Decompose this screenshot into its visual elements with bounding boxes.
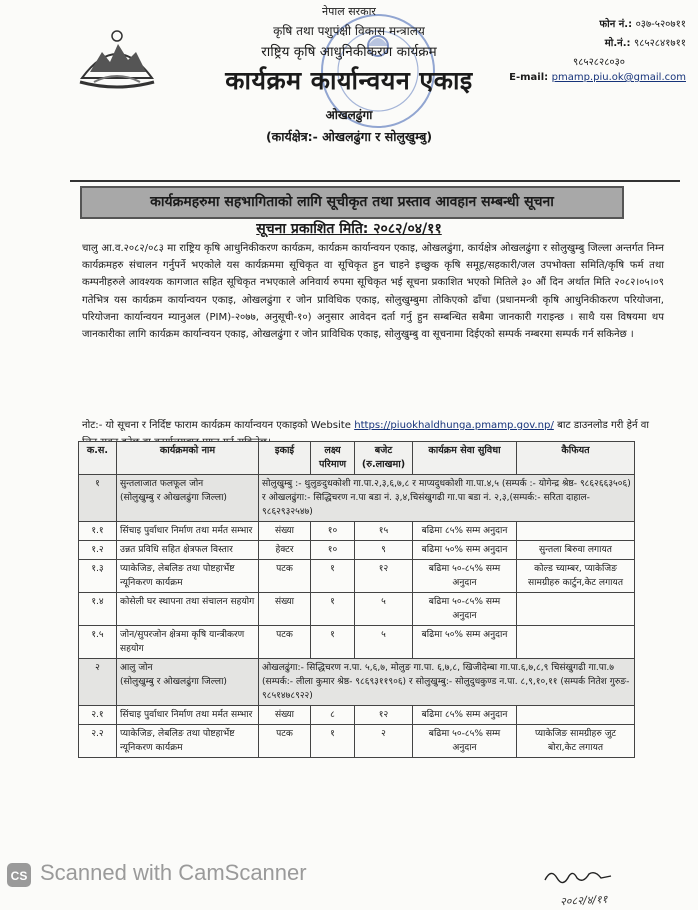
cell-program: प्याकेजिङ, लेबलिङ तथा पोष्टहार्भेष्ट न्यूनिकरण कार्यक्रम <box>117 560 259 593</box>
cell-program: कोसेली घर स्थापना तथा संचालन सहयोग <box>117 593 259 626</box>
cell-unit: पटक <box>259 626 311 659</box>
cell-remark <box>517 706 635 725</box>
cell-sn: २.२ <box>79 725 117 758</box>
table-row <box>79 541 635 560</box>
notice-body: चालु आ.व.२०८२/०८३ मा राष्ट्रिय कृषि आधुनिकीकरण कार्यक्रम, कार्यक्रम कार्यान्वयन एकाइ, ओखलढुंगा, कार्यक्षेत्र ओखलढुंगा र सोलुखुम्बु जिल्ला अन्तर्गत निम्न कार्यक्रमहरु संचालन गर्नुपर्ने भएकोले यस कार्यक्रममा सूचिकृत वा सूचिकृत हुन चाहने इच्छुक कृषि समूह/सहकारी/जल उपभोक्ता समिति/कृषि फर्म तथा कम्पनीहरुले आवश्यक कागजात सहित सूचिकृत नभएकाले अनिवार्य रुपमा सूचिकृत भई सूचना प्रकाशित भएको मितिले ३० औं दिन अर्थात मिति २०८२।०५।०९ गतेभित्र यस कार्यक्रम कार्यान्वयन एकाइ, ओखलढुंगा र जोन प्राविधिक एकाइ, सोलुखुम्बुमा तोकिएको ढाँचा (प्रधानमन्त्री कृषि आधुनिकीकरण परियोजना, परियोजना कार्यान्वयन म्यानुअल (PIM)-२०७७, अनुसूची-१०) अनुसार आवेदन दर्ता गर्नु हुन सम्बन्धित सबैमा जानकारी गराइन्छ । साथै यस विषयमा थप जानकारीका लागि कार्यक्रम कार्यान्वयन एकाइ, ओखलढुंगा र जोन प्राविधिक एकाइ, सोलुखुम्बु वा सूचनामा दिईएको सम्पर्क नम्बरमा सम्पर्क गर्न सकिनेछ । <box>82 243 664 341</box>
cell-sn: १.५ <box>79 626 117 659</box>
contact-mobile: मो.नं.: ९८५२८४१७११ <box>604 38 686 49</box>
cell-program: सिंचाइ पुर्वाधार निर्माण तथा मर्मत सम्भार <box>117 522 259 541</box>
cell-qty: १० <box>311 541 355 560</box>
cell-unit: हेक्टर <box>259 541 311 560</box>
header-location: ओखलढुंगा <box>325 108 373 122</box>
header-program: राष्ट्रिय कृषि आधुनिकीकरण कार्यक्रम <box>261 44 437 60</box>
cell-service: बढिमा ५०% सम्म अनुदान <box>413 626 517 659</box>
col-header-target: लक्ष्य परिमाण <box>311 442 355 475</box>
cell-service: बढिमा ८५% सम्म अनुदान <box>413 706 517 725</box>
table-group-row <box>79 659 635 706</box>
col-header-budget: बजेट (रु.लाखमा) <box>355 442 413 475</box>
cell-budget: १२ <box>355 560 413 593</box>
notice-title: कार्यक्रमहरुमा सहभागिताको लागि सूचीकृत तथा प्रस्ताव आवहान सम्बन्धी सूचना <box>80 186 624 219</box>
header-unit-title: कार्यक्रम कार्यान्वयन एकाइ <box>225 66 473 95</box>
scanner-watermark: Scanned with CamScanner <box>40 860 307 885</box>
cell-service: बढिमा ८५% सम्म अनुदान <box>413 522 517 541</box>
col-header-unit: इकाई <box>259 442 311 475</box>
table-header-row <box>79 442 635 475</box>
cell-remark: कोल्ड च्याम्बर, प्याकेजिङ सामग्रीहरु कार्टुन,केट लगायत <box>517 560 635 593</box>
table-group-row <box>79 475 635 522</box>
signature-date: २०८२/४/११ <box>559 892 608 909</box>
cell-zone-detail: ओखलढुंगा:- सिद्धिचरण न.पा. ५,६,७, मोलुङ गा.पा. ६,७,८, खिजीदेम्बा गा.पा.६,७,८,९ चिसंखुगढी गा.पा.७ (सम्पर्क:- लीला कुमार श्रेष्ठ- ९८६९३११९०६) र सोलुखुम्बु:- सोलुदुधकुण्ड न.पा. ८,९,१०,११ (सम्पर्क नितेश गुरुङ- ९८५१४७८९२२) <box>259 659 635 706</box>
cell-budget: २ <box>355 725 413 758</box>
cell-sn: १.२ <box>79 541 117 560</box>
header-jurisdiction: (कार्यक्षेत्र:- ओखलढुंगा र सोलुखुम्बु) <box>265 129 433 144</box>
program-table <box>78 441 635 758</box>
cell-program: उन्नत प्रविधि सहित क्षेत्रफल विस्तार <box>117 541 259 560</box>
cell-service: बढिमा ५०-८५% सम्म अनुदान <box>413 725 517 758</box>
cell-unit: पटक <box>259 560 311 593</box>
contact-mobile-2: ९८५२८२८०३० <box>573 57 625 68</box>
cell-service: बढिमा ५०% सम्म अनुदान <box>413 541 517 560</box>
cell-sn: १.४ <box>79 593 117 626</box>
cell-program: आलु जोन (सोलुखुम्बु र ओखलढुंगा जिल्ला) <box>117 659 259 706</box>
table-row <box>79 725 635 758</box>
cell-service: बढिमा ५०-८५% सम्म अनुदान <box>413 593 517 626</box>
cell-budget: ९ <box>355 541 413 560</box>
table-row <box>79 626 635 659</box>
website-link[interactable]: https://piuokhaldhunga.pmamp.gov.np/ <box>354 420 554 431</box>
cell-remark <box>517 593 635 626</box>
cell-unit: पटक <box>259 725 311 758</box>
svg-text:CS: CS <box>10 869 28 883</box>
col-header-remark: कैफियत <box>517 442 635 475</box>
cell-sn: १ <box>79 475 117 522</box>
cell-unit: संख्या <box>259 522 311 541</box>
cell-unit: संख्या <box>259 706 311 725</box>
cell-program: प्याकेजिङ, लेबलिङ तथा पोष्टहार्भेष्ट न्यूनिकरण कार्यक्रम <box>117 725 259 758</box>
header-divider <box>70 180 680 182</box>
cell-qty: १ <box>311 560 355 593</box>
notice-note: नोट:- यो सूचना र निर्दिष्ट फाराम कार्यक्रम कार्यान्वयन एकाइको Website https://piuokhaldhunga.pmamp.gov.np/ बाट डाउनलोड गरी हेर्न वा <box>82 420 649 431</box>
cell-remark: प्याकेजिङ सामग्रीहरु जुट बोरा,केट लगायत <box>517 725 635 758</box>
header-government: नेपाल सरकार <box>322 5 376 18</box>
cell-qty: १ <box>311 593 355 626</box>
col-header-program: कार्यक्रमको नाम <box>117 442 259 475</box>
publish-date: सूचना प्रकाशित मिति: २०८२/०४/११ <box>256 221 442 237</box>
header-ministry: कृषि तथा पशुपंक्षी विकास मन्त्रालय <box>273 24 425 38</box>
cell-unit: संख्या <box>259 593 311 626</box>
cell-qty: १ <box>311 725 355 758</box>
cell-zone-detail: सोलुखुम्बु :- थुलुङदुधकोशी गा.पा.२,३,६,७,८ र माप्यदुधकोशी गा.पा.४,५ (सम्पर्क :- योगेन्द्र श्रेष्ठ- ९८६२६६३५०६) र ओखलढुंगा:- सिद्धिचरण न.पा बडा नं. ३,४,चिसंखुगढी गा.पा बडा नं. २,३,(सम्पर्क:- सरिता दाहाल- ९८६२९३२५४७) <box>259 475 635 522</box>
cell-program: सुन्तलाजात फलफूल जोन (सोलुखुम्बु र ओखलढुंगा जिल्ला) <box>117 475 259 522</box>
cell-qty: १० <box>311 522 355 541</box>
cell-remark <box>517 522 635 541</box>
cell-qty: ८ <box>311 706 355 725</box>
cell-program: जोन/सुपरजोन क्षेत्रमा कृषि यान्त्रीकरण सहयोग <box>117 626 259 659</box>
cell-program: सिंचाइ पुर्वाधार निर्माण तथा मर्मत सम्भार <box>117 706 259 725</box>
cell-remark <box>517 626 635 659</box>
cell-sn: १.१ <box>79 522 117 541</box>
col-header-service: कार्यक्रम सेवा सुविधा <box>413 442 517 475</box>
handwritten-signature-icon <box>543 866 613 886</box>
table-row <box>79 593 635 626</box>
cell-qty: १ <box>311 626 355 659</box>
table-row <box>79 706 635 725</box>
cell-sn: २ <box>79 659 117 706</box>
camscanner-logo-icon <box>6 862 32 888</box>
cell-budget: ५ <box>355 626 413 659</box>
cell-budget: १२ <box>355 706 413 725</box>
cell-budget: ५ <box>355 593 413 626</box>
contact-email: E-mail: pmamp.piu.ok@gmail.com <box>509 72 686 83</box>
cell-service: बढिमा ५०-८५% सम्म अनुदान <box>413 560 517 593</box>
table-row <box>79 522 635 541</box>
cell-sn: २.१ <box>79 706 117 725</box>
contact-phone: फोन नं.: ०३७-५२०७११ <box>599 19 686 30</box>
cell-remark: सुन्तला बिरुवा लगायत <box>517 541 635 560</box>
cell-budget: १५ <box>355 522 413 541</box>
col-header-sn: क.स. <box>79 442 117 475</box>
email-link[interactable]: pmamp.piu.ok@gmail.com <box>551 72 686 83</box>
table-row <box>79 560 635 593</box>
cell-sn: १.३ <box>79 560 117 593</box>
